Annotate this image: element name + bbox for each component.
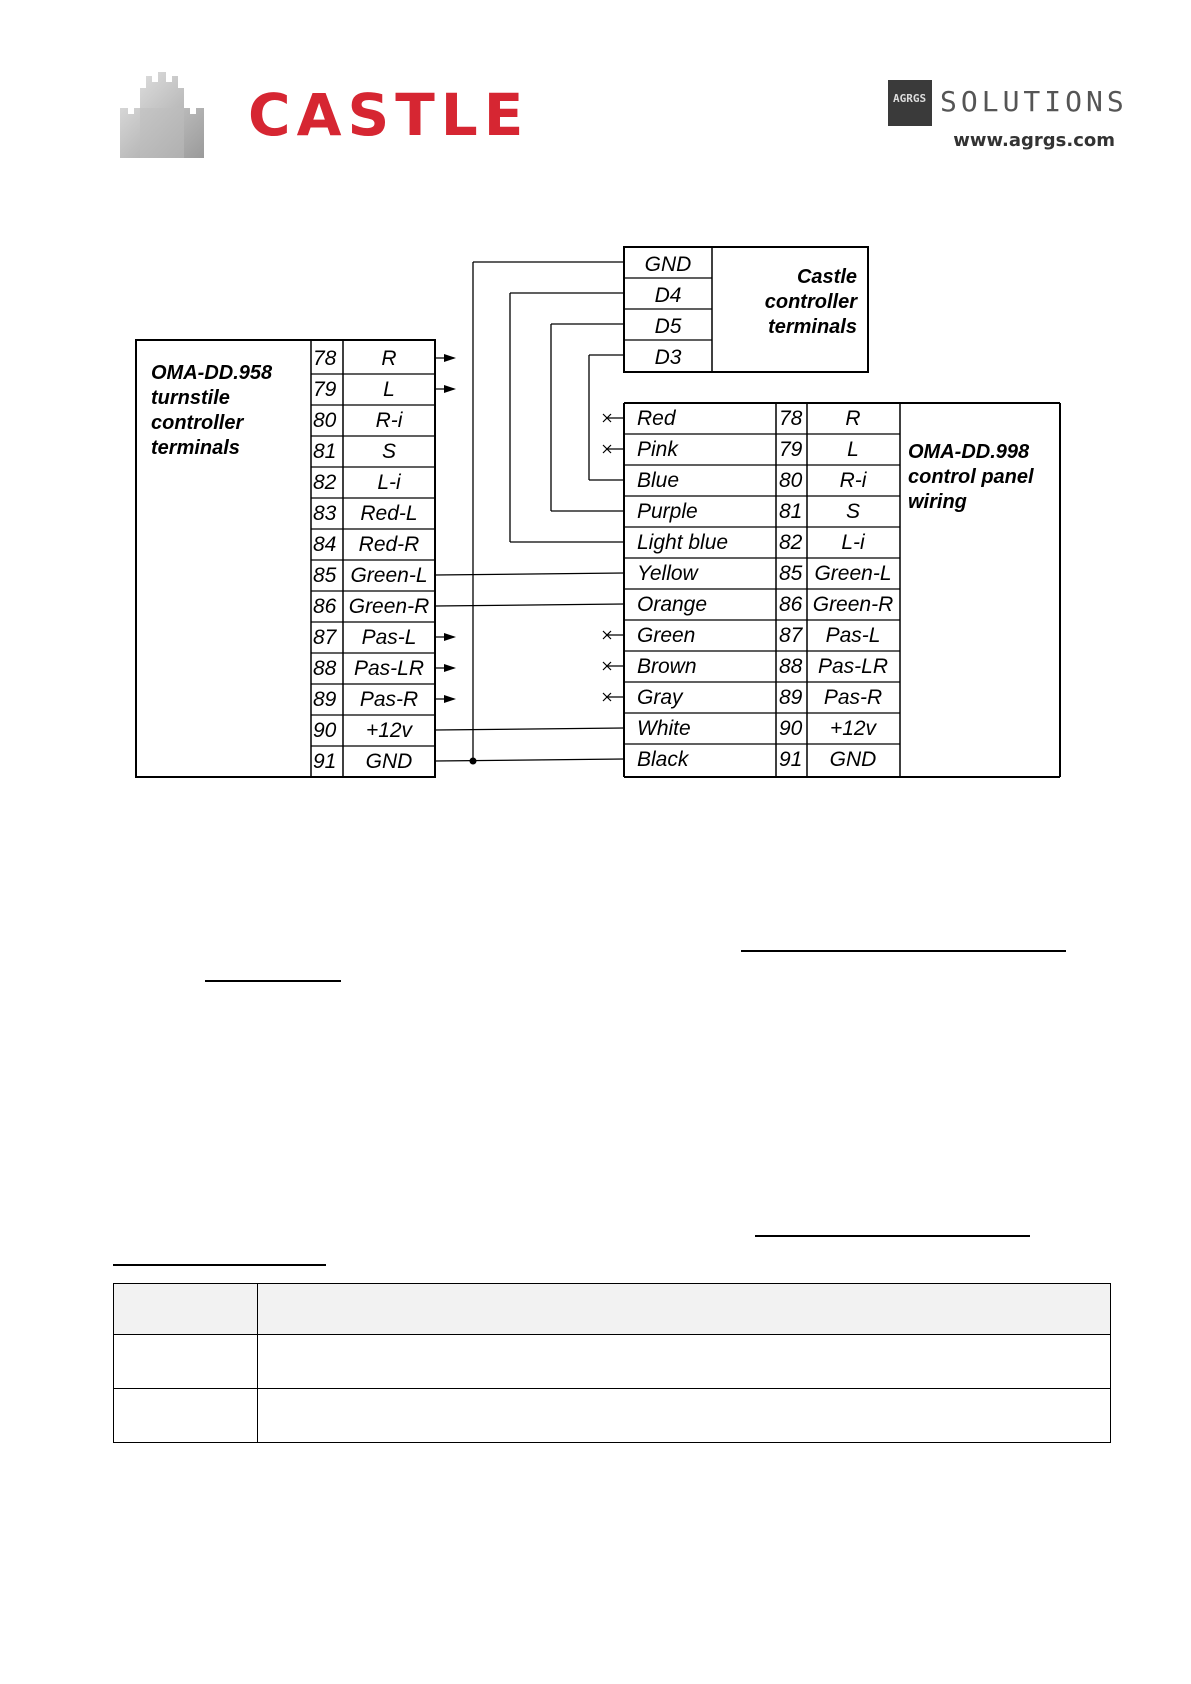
blank-underline <box>205 980 341 982</box>
signal-arrow-icon <box>444 354 456 362</box>
left-terminal-number: 85 <box>313 564 337 587</box>
wire-color-label: Black <box>637 748 689 771</box>
left-terminal-label: +12v <box>365 719 413 742</box>
wire-color-label: Gray <box>637 686 683 709</box>
left-terminal-number: 90 <box>313 719 337 742</box>
right-terminal-label: R-i <box>839 469 867 492</box>
junction-dot-icon <box>470 758 477 765</box>
right-terminal-number: 82 <box>779 531 803 554</box>
signal-arrow-icon <box>444 385 456 393</box>
castle-terminal-label: D3 <box>654 346 682 369</box>
castle-block-title: terminals <box>768 316 857 338</box>
right-terminal-number: 85 <box>779 562 803 585</box>
site-url: www.agrgs.com <box>953 130 1115 151</box>
castle-terminal-label: GND <box>644 253 692 276</box>
right-terminal-label: +12v <box>829 717 877 740</box>
table-cell <box>258 1389 1111 1443</box>
right-terminal-label: L <box>847 438 859 461</box>
wiring-diagram <box>0 0 1191 800</box>
left-terminal-number: 84 <box>313 533 337 556</box>
table-cell <box>258 1335 1111 1389</box>
right-block-title: wiring <box>908 491 967 513</box>
left-terminal-label: L <box>383 378 395 401</box>
wire-color-label: Pink <box>637 438 678 461</box>
right-block-title: OMA-DD.998 <box>908 441 1030 463</box>
right-terminal-label: S <box>845 500 861 523</box>
table-row <box>114 1389 1111 1443</box>
left-block-title: terminals <box>151 437 240 459</box>
right-terminal-label: Green-L <box>814 562 892 585</box>
agrgs-brand: SOLUTIONS <box>940 85 1128 118</box>
wire-12v <box>435 728 624 730</box>
left-block-title: controller <box>151 412 244 434</box>
wire-gnd <box>435 759 624 761</box>
right-terminal-number: 79 <box>779 438 803 461</box>
left-terminal-number: 82 <box>313 471 337 494</box>
right-terminal-number: 88 <box>779 655 803 678</box>
right-terminal-number: 91 <box>779 748 803 771</box>
left-terminal-label: Red-L <box>360 502 418 525</box>
left-terminal-number: 88 <box>313 657 337 680</box>
left-terminal-number: 78 <box>313 347 337 370</box>
right-terminal-number: 90 <box>779 717 803 740</box>
wire-green-l <box>435 573 624 575</box>
table-cell <box>114 1335 258 1389</box>
left-terminal-number: 89 <box>313 688 337 711</box>
wire-color-label: Blue <box>637 469 680 492</box>
left-terminal-number: 83 <box>313 502 337 525</box>
right-terminal-number: 86 <box>779 593 803 616</box>
right-terminal-label: Pas-LR <box>817 655 889 678</box>
right-terminal-label: L-i <box>841 531 865 554</box>
left-terminal-number: 86 <box>313 595 337 618</box>
left-terminal-number: 87 <box>313 626 337 649</box>
castle-block-title: controller <box>764 291 857 313</box>
signal-arrow-icon <box>444 664 456 672</box>
left-terminal-number: 81 <box>313 440 337 463</box>
castle-terminal-label: D4 <box>654 284 682 307</box>
left-terminal-label: Pas-R <box>359 688 419 711</box>
right-terminal-number: 89 <box>779 686 803 709</box>
data-table <box>113 1283 1111 1443</box>
right-terminal-label: R <box>845 407 861 430</box>
table-header-cell <box>114 1284 258 1335</box>
left-terminal-label: Green-L <box>350 564 428 587</box>
blank-underline <box>755 1235 1030 1237</box>
table-row <box>114 1335 1111 1389</box>
diagram-text <box>151 253 1034 773</box>
table-cell <box>114 1389 258 1443</box>
wire-color-label: Red <box>637 407 676 430</box>
right-terminal-number: 80 <box>779 469 803 492</box>
right-terminal-label: Pas-R <box>823 686 883 709</box>
right-terminal-label: Green-R <box>812 593 894 616</box>
right-terminal-number: 81 <box>779 500 803 523</box>
signal-arrow-icon <box>444 695 456 703</box>
left-block-title: OMA-DD.958 <box>151 362 273 384</box>
badge-text: AGRGS <box>893 92 927 105</box>
table-header-row <box>114 1284 1111 1335</box>
wire-color-label: Light blue <box>637 531 729 554</box>
left-terminal-number: 91 <box>313 750 337 773</box>
left-terminal-label: Pas-LR <box>353 657 425 680</box>
left-terminal-label: R <box>381 347 397 370</box>
left-terminal-label: Green-R <box>348 595 430 618</box>
left-terminal-label: L-i <box>377 471 401 494</box>
castle-brand: CASTLE <box>248 81 530 149</box>
signal-arrow-icon <box>444 633 456 641</box>
left-terminal-number: 79 <box>313 378 337 401</box>
right-terminal-label: GND <box>829 748 877 771</box>
right-terminal-number: 78 <box>779 407 803 430</box>
right-terminal-number: 87 <box>779 624 803 647</box>
wire-green-r <box>435 604 624 606</box>
blank-underline <box>741 950 1066 952</box>
left-terminal-label: GND <box>365 750 413 773</box>
wire-color-label: White <box>637 717 691 740</box>
wire-color-label: Green <box>637 624 696 647</box>
wire-color-label: Purple <box>637 500 698 523</box>
left-terminal-number: 80 <box>313 409 337 432</box>
right-terminal-label: Pas-L <box>825 624 881 647</box>
castle-terminal-label: D5 <box>654 315 682 338</box>
blank-underline <box>113 1264 326 1266</box>
wire-color-label: Orange <box>637 593 708 616</box>
left-block-title: turnstile <box>151 387 230 409</box>
left-terminal-label: Red-R <box>358 533 420 556</box>
table-header-cell <box>258 1284 1111 1335</box>
left-terminal-label: S <box>381 440 397 463</box>
right-block-title: control panel <box>908 466 1034 488</box>
left-terminal-label: R-i <box>375 409 403 432</box>
left-terminal-label: Pas-L <box>361 626 417 649</box>
castle-block-title: Castle <box>796 266 857 288</box>
wire-color-label: Brown <box>637 655 697 678</box>
wire-color-label: Yellow <box>637 562 698 585</box>
